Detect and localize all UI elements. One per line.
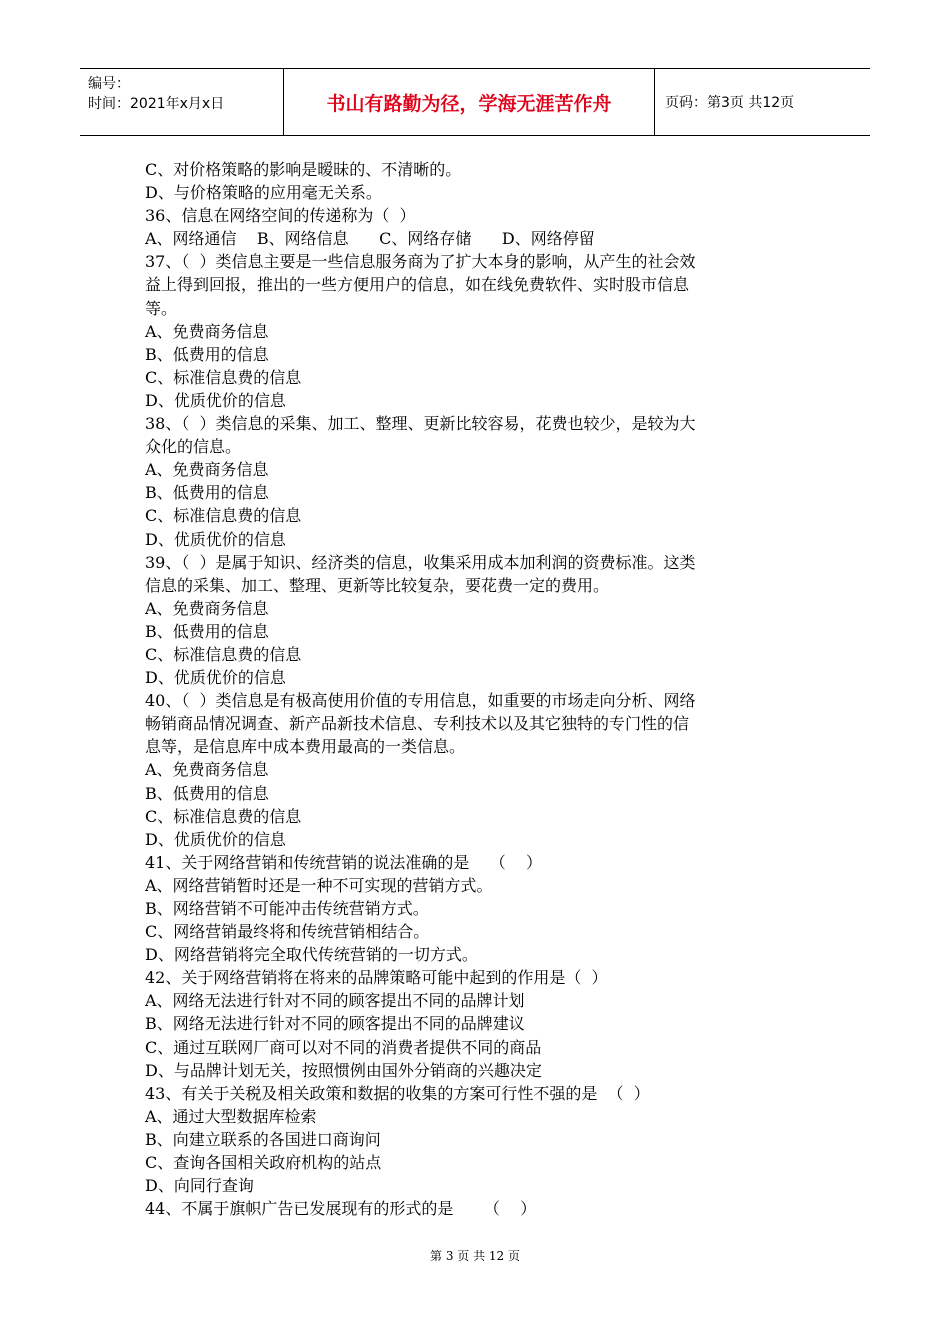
text-line: A、免费商务信息 [145,460,269,480]
text-line: 36、信息在网络空间的传递称为（ ） [145,206,416,226]
text-line: 39、（ ）是属于知识、经济类的信息，收集采用成本加利润的资费标准。这类 [145,552,696,572]
text-line: 等。 [145,298,178,318]
document-body [145,158,810,1220]
text-line: D、优质优价的信息 [145,668,286,688]
text-line: C、标准信息费的信息 [145,367,302,387]
text-line: A、免费商务信息 [145,760,269,780]
header-page-info: 页码：第3页 共12页 [665,95,795,111]
text-line: D、与品牌计划无关，按照惯例由国外分销商的兴趣决定 [145,1060,542,1080]
text-line: 43、有关于关税及相关政策和数据的收集的方案可行性不强的是 （ ） [145,1083,650,1103]
text-line: B、低费用的信息 [145,344,269,364]
text-line: A、网络通信 B、网络信息 C、网络存储 D、网络停留 [145,229,595,249]
text-line: D、优质优价的信息 [145,390,286,410]
text-line: C、网络营销最终将和传统营销相结合。 [145,922,430,942]
text-line: B、低费用的信息 [145,621,269,641]
text-line: A、免费商务信息 [145,321,269,341]
text-line: 益上得到回报，推出的一些方便用户的信息，如在线免费软件、实时股市信息 [145,275,690,295]
header-meta [80,69,283,135]
text-line: 38、（ ）类信息的采集、加工、整理、更新比较容易，花费也较少，是较为大 [145,414,696,434]
text-line: 40、（ ）类信息是有极高使用价值的专用信息，如重要的市场走向分析、网络 [145,691,696,711]
text-line: A、网络营销暂时还是一种不可实现的营销方式。 [145,875,493,895]
text-line: C、查询各国相关政府机构的站点 [145,1153,382,1173]
text-line: A、网络无法进行针对不同的顾客提出不同的品牌计划 [145,991,525,1011]
text-line: C、标准信息费的信息 [145,506,302,526]
text-line: D、优质优价的信息 [145,829,286,849]
header-motto: 书山有路勤为径，学海无涯苦作舟 [283,69,655,135]
text-line: C、对价格策略的影响是暧昧的、不清晰的。 [145,160,462,179]
document-time-label: 时间：2021年x月x日 [88,96,225,112]
page-header [80,68,870,136]
text-line: B、低费用的信息 [145,483,269,503]
text-line: 44、不属于旗帜广告已发展现有的形式的是 （ ） [145,1199,537,1219]
text-line: B、低费用的信息 [145,783,269,803]
text-line: A、通过大型数据库检索 [145,1106,317,1126]
text-line: B、向建立联系的各国进口商询问 [145,1129,381,1149]
text-line: D、与价格策略的应用毫无关系。 [145,183,382,203]
text-line: 信息的采集、加工、整理、更新等比较复杂，要花费一定的费用。 [145,575,610,595]
text-line: D、优质优价的信息 [145,529,286,549]
text-line: 37、（ ）类信息主要是一些信息服务商为了扩大本身的影响，从产生的社会效 [145,252,696,272]
page-footer: 第 3 页 共 12 页 [430,1249,520,1263]
text-line: B、网络无法进行针对不同的顾客提出不同的品牌建议 [145,1014,525,1034]
text-line: C、标准信息费的信息 [145,806,302,826]
text-line: D、向同行查询 [145,1176,254,1196]
text-line: 众化的信息。 [145,437,242,457]
text-line: A、免费商务信息 [145,598,269,618]
text-line: C、标准信息费的信息 [145,644,302,664]
text-line: B、网络营销不可能冲击传统营销方式。 [145,899,429,918]
text-line: 畅销商品情况调查、新产品新技术信息、专利技术以及其它独特的专门性的信 [145,714,690,734]
document-number-label: 编号： [88,76,130,92]
text-line: 41、关于网络营销和传统营销的说法准确的是 （ ） [145,852,543,872]
text-line: D、网络营销将完全取代传统营销的一切方式。 [145,945,478,965]
text-line: 息等，是信息库中成本费用最高的一类信息。 [145,737,466,757]
text-line: C、通过互联网厂商可以对不同的消费者提供不同的商品 [145,1037,542,1057]
text-line: 42、关于网络营销将在将来的品牌策略可能中起到的作用是（ ） [145,968,608,988]
